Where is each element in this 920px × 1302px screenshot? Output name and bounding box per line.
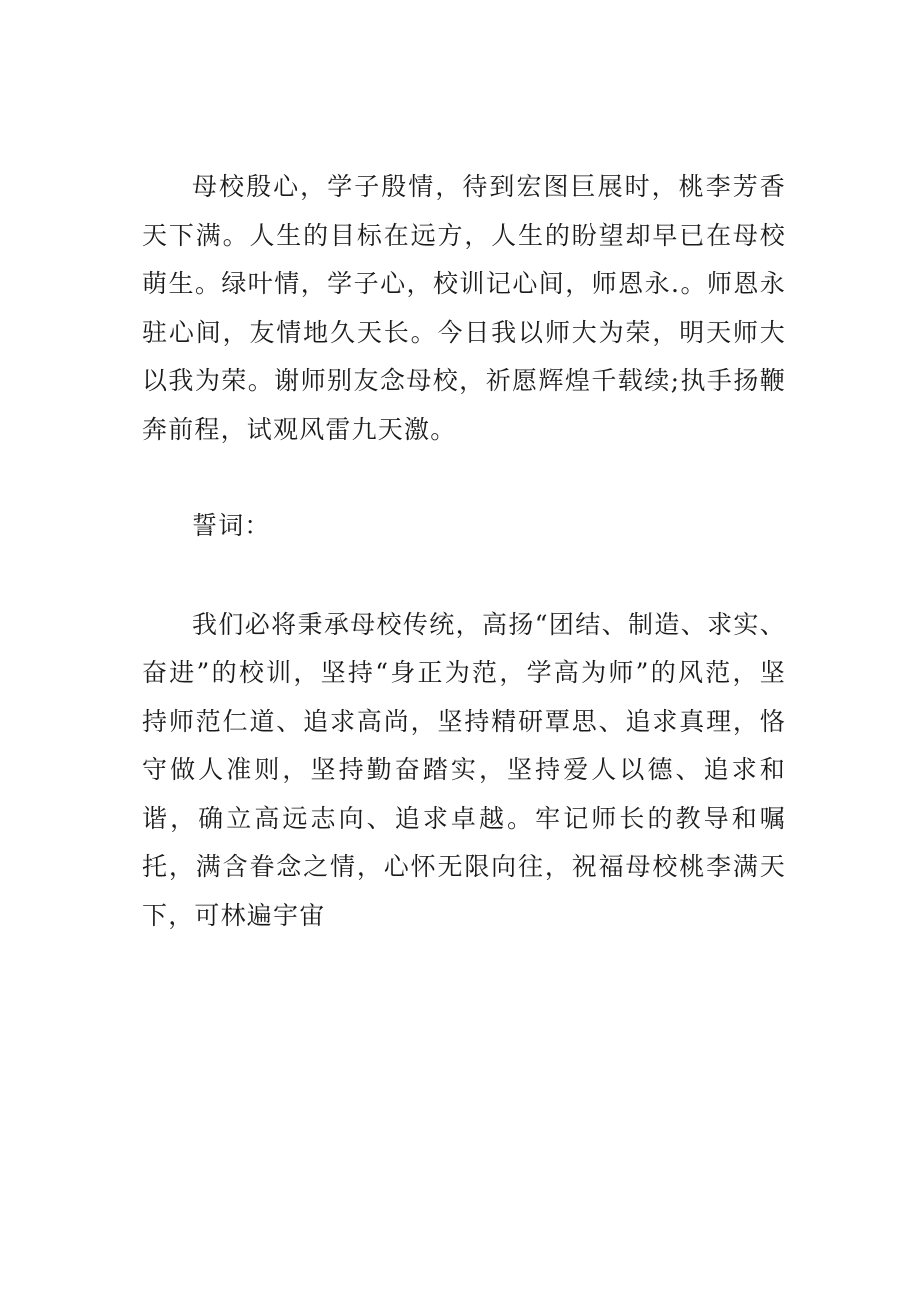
document-body bbox=[142, 163, 786, 940]
oath-heading: 誓词： bbox=[192, 511, 271, 540]
paragraph-oath: 我们必将秉承母校传统，高扬“团结、制造、求实、奋进”的校训，坚持“身正为范，学高为师”的风范，坚持师范仁道、追求高尚，坚持精研覃思、追求真理，恪守做人准则，坚持勤奋踏实，坚持爱人以德、追求和谐，确立高远志向、追求卓越。牢记师长的教导和嘱托，满含眷念之情，心怀无限向往，祝福母校桃李满天下，可林遍宇宙 bbox=[142, 609, 786, 930]
paragraph-farewell: 母校殷心，学子殷情，待到宏图巨展时，桃李芳香天下满。人生的目标在远方，人生的盼望却早已在母校萌生。绿叶情，学子心，校训记心间，师恩永.。师恩永驻心间，友情地久天长。今日我以师大为荣，明天师大以我为荣。谢师别友念母校，祈愿辉煌千载续;执手扬鞭奔前程，试观风雷九天激。 bbox=[142, 172, 786, 444]
